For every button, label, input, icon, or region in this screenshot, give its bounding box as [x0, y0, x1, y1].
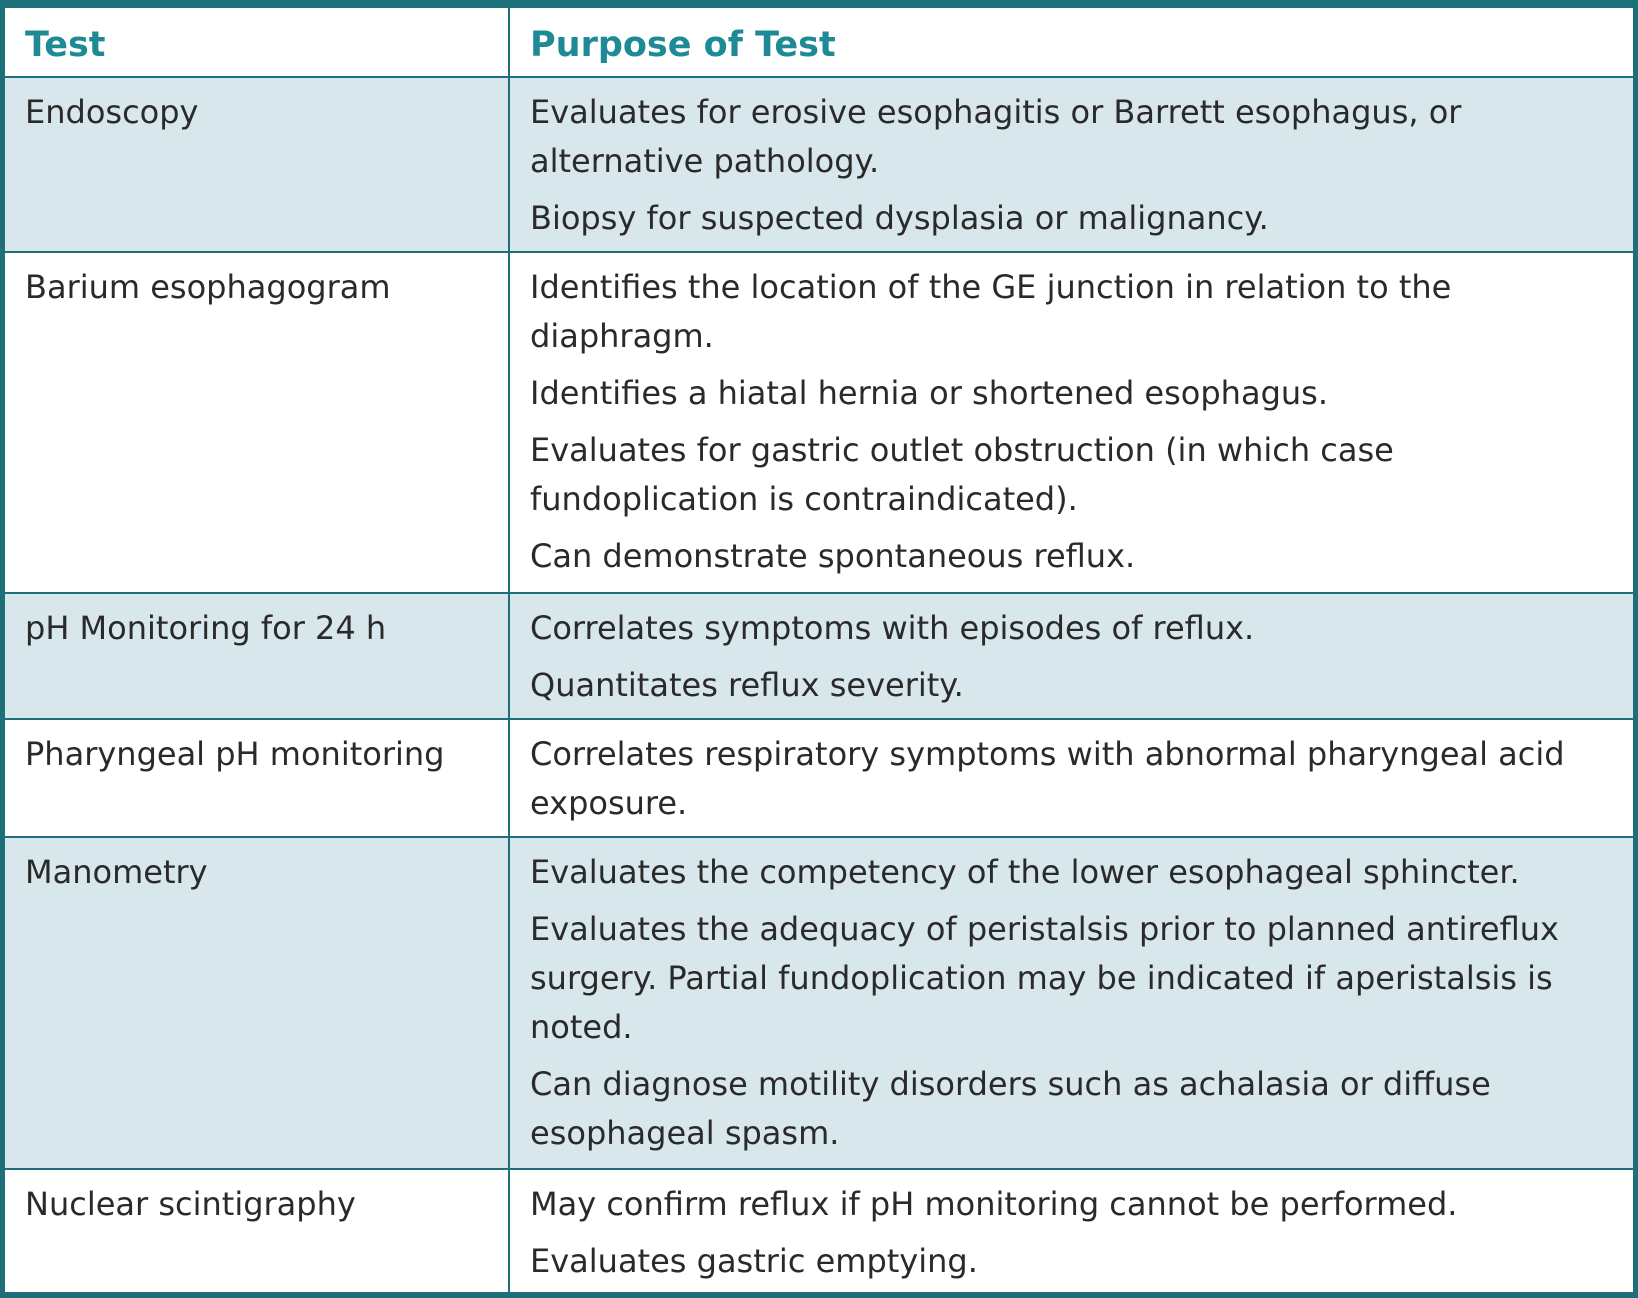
- purpose-paragraph: Correlates respiratory symptoms with abnormal pharyngeal acid exposure.: [530, 735, 1565, 822]
- test-name: Barium esophagogram: [4, 252, 509, 593]
- table-header-row: [4, 7, 1634, 77]
- test-purpose: [509, 252, 1634, 593]
- table-row: [4, 593, 1634, 719]
- purpose-paragraph: Evaluates the adequacy of peristalsis prior to planned antireflux surgery. Partial fundoplication may be indicated if aperistalsis is noted.: [530, 910, 1559, 1046]
- purpose-paragraph: Biopsy for suspected dysplasia or malignancy.: [530, 199, 1269, 237]
- table-row: [4, 837, 1634, 1169]
- purpose-paragraph: Quantitates reflux severity.: [530, 666, 964, 704]
- test-purpose: [509, 1169, 1634, 1295]
- purpose-paragraph: Can demonstrate spontaneous reflux.: [530, 537, 1136, 575]
- purpose-paragraph: Evaluates the competency of the lower esophageal sphincter.: [530, 853, 1520, 891]
- purpose-paragraph: Evaluates for erosive esophagitis or Barrett esophagus, or alternative pathology.: [530, 93, 1462, 180]
- purpose-paragraph: Identifies a hiatal hernia or shortened esophagus.: [530, 374, 1328, 412]
- purpose-paragraph: Evaluates for gastric outlet obstruction (in which case fundoplication is contraindicated).: [530, 431, 1394, 518]
- table-row: [4, 1169, 1634, 1295]
- purpose-paragraph: Can diagnose motility disorders such as achalasia or diffuse esophageal spasm.: [530, 1065, 1491, 1152]
- table-row: [4, 252, 1634, 593]
- test-name: Nuclear scintigraphy: [4, 1169, 509, 1295]
- test-name: Pharyngeal pH monitoring: [4, 719, 509, 837]
- test-name: pH Monitoring for 24 h: [4, 593, 509, 719]
- purpose-paragraph: Correlates symptoms with episodes of reflux.: [530, 609, 1255, 647]
- tests-table-grid: [3, 6, 1635, 1296]
- test-purpose: [509, 593, 1634, 719]
- purpose-paragraph: Identifies the location of the GE junction in relation to the diaphragm.: [530, 268, 1452, 355]
- test-purpose: [509, 719, 1634, 837]
- header-test: Test: [4, 7, 509, 77]
- purpose-paragraph: Evaluates gastric emptying.: [530, 1242, 978, 1280]
- header-purpose: Purpose of Test: [509, 7, 1634, 77]
- test-name: Manometry: [4, 837, 509, 1169]
- test-name: Endoscopy: [4, 77, 509, 252]
- table-row: [4, 77, 1634, 252]
- test-purpose: [509, 837, 1634, 1169]
- purpose-paragraph: May confirm reflux if pH monitoring cannot be performed.: [530, 1185, 1458, 1223]
- test-purpose: [509, 77, 1634, 252]
- table-row: [4, 719, 1634, 837]
